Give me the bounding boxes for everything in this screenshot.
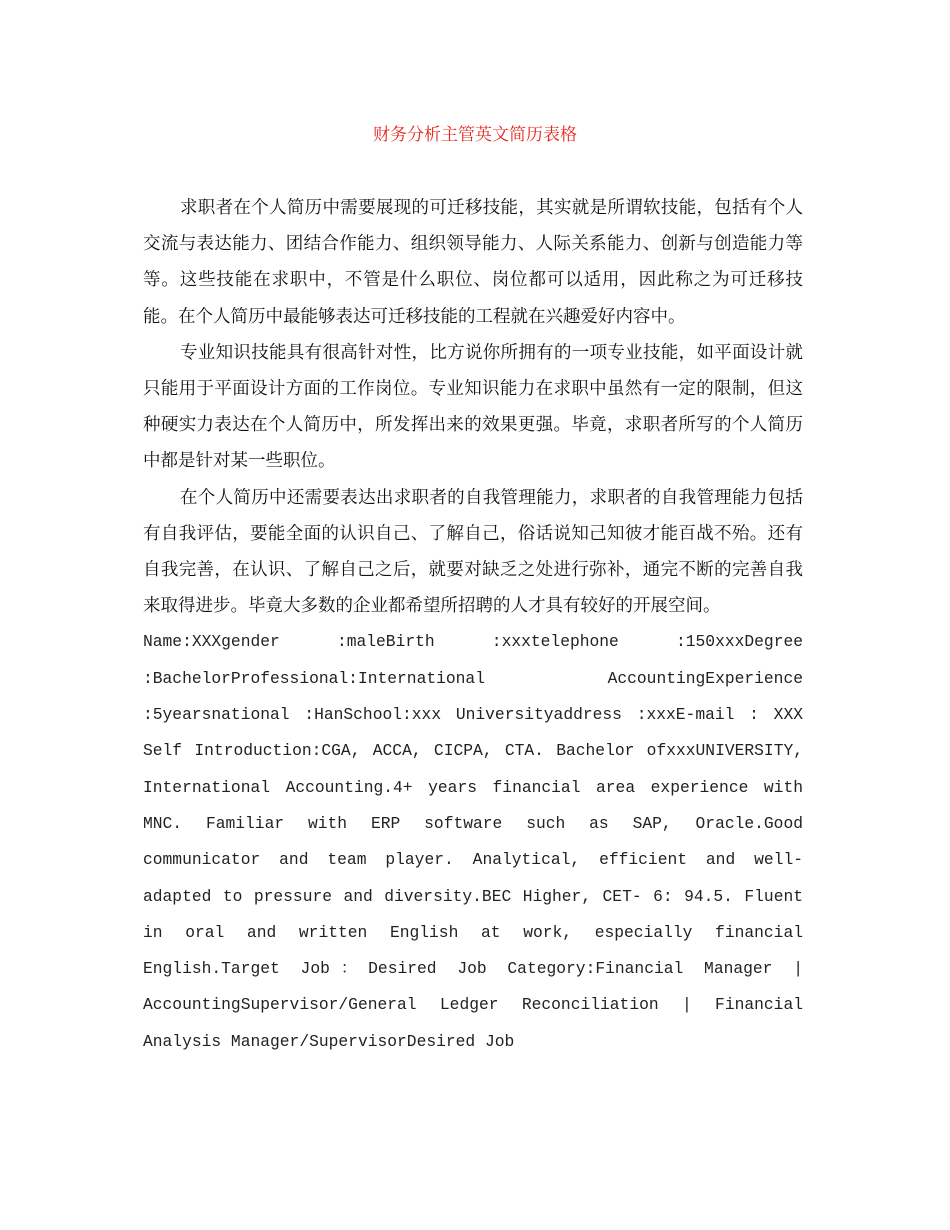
paragraph-self-management: 在个人简历中还需要表达出求职者的自我管理能力，求职者的自我管理能力包括有自我评估，要能全面的认识自己、了解自己，俗话说知己知彼才能百战不殆。还有自我完善，在认识、了解自己之后，就要对缺乏之处进行弥补，通完不断的完善自我来取得进步。毕竟大多数的企业都希望所招聘的人才具有较好的开展空间。 bbox=[143, 487, 803, 617]
document-title: 财务分析主管英文简历表格 bbox=[373, 125, 577, 145]
resume-details: Name:XXXgender :maleBirth :xxxtelephone :150xxxDegree :BachelorProfessional:International AccountingExperience :5yearsnational :HanSchool:xxx Universityaddress :xxxE-mail : XXX Self Introduction:CGA, ACCA, CICPA, CTA. Bachelor ofxxxUNIVERSITY, International Accounting.4+ years financial area experience with MNC. Familiar with ERP software such as SAP, Oracle.Good communicator and team player. Analytical, efficient and well-adapted to pressure and diversity.BEC Higher, CET- 6: 94.5. Fluent in oral and written English at work, especially financial English.Target Job：Desired Job Category:Financial Manager | AccountingSupervisor/General Ledger Reconciliation | Financial Analysis Manager/SupervisorDesired Job bbox=[143, 632, 803, 1051]
paragraph-transferable-skills: 求职者在个人简历中需要展现的可迁移技能，其实就是所谓软技能，包括有个人交流与表达能力、团结合作能力、组织领导能力、人际关系能力、创新与创造能力等等。这些技能在求职中，不管是什么职位、岗位都可以适用，因此称之为可迁移技能。在个人简历中最能够表达可迁移技能的工程就在兴趣爱好内容中。 bbox=[143, 198, 803, 327]
document-body bbox=[143, 190, 803, 1060]
paragraph-professional-skills: 专业知识技能具有很高针对性，比方说你所拥有的一项专业技能，如平面设计就只能用于平面设计方面的工作岗位。专业知识能力在求职中虽然有一定的限制，但这种硬实力表达在个人简历中，所发挥出来的效果更强。毕竟，求职者所写的个人简历中都是针对某一些职位。 bbox=[143, 342, 803, 472]
